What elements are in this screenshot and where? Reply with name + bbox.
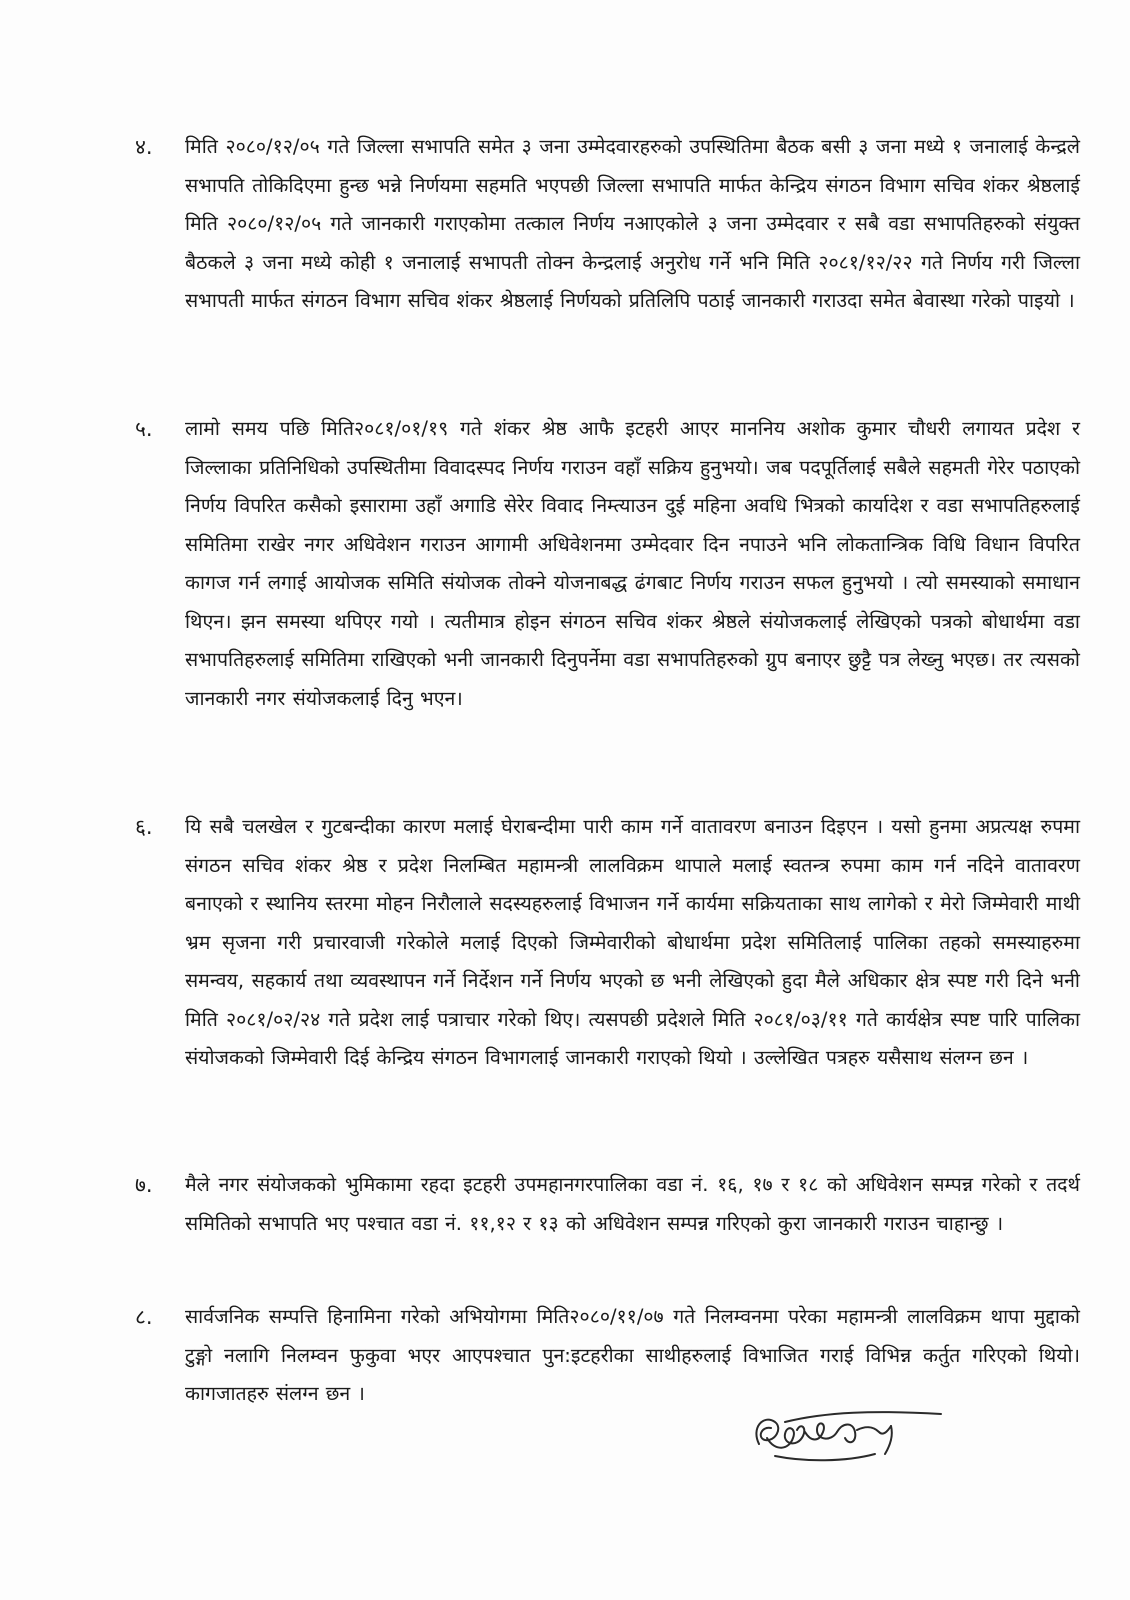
clause-number: ८. [135,1305,153,1329]
clause-text: सार्वजनिक सम्पत्ति हिनामिना गरेको अभियोगमा मिति२०८०/११/०७ गते निलम्वनमा परेका महामन्त्री लालविक्रम थापा मुद्दाको टुङ्गो नलागि निलम्वन फुकुवा भएर आएपश्चात पुन:इटहरीका साथीहरुलाई विभाजित गराई विभिन्न कर्तुत गरिएको थियो। कागजातहरु संलग्न छन । [185,1305,1080,1405]
clause-number: ७. [135,1173,153,1197]
clause-number: ४. [135,135,153,159]
clause-text: लामो समय पछि मिति२०८१/०१/१९ गते शंकर श्रेष्ठ आफै इटहरी आएर माननिय अशोक कुमार चौधरी लगायत प्रदेश र जिल्लाका प्रतिनिधिको उपस्थितीमा विवादस्पद निर्णय गराउन वहाँ सक्रिय हुनुभयो। जब पदपूर्तिलाई सबैले सहमती गेरेर पठाएको निर्णय विपरित कसैको इसारामा उहाँ अगाडि सेरेर विवाद निम्त्याउन दुई महिना अवधि भित्रको कार्यादेश र वडा सभापतिहरुलाई समितिमा राखेर नगर अधिवेशन गराउन आगामी अधिवेशनमा उम्मेदवार दिन नपाउने भनि लोकतान्त्रिक विधि विधान विपरित कागज गर्न लगाई आयोजक समिति संयोजक तोक्ने योजनाबद्ध ढंगबाट निर्णय गराउन सफल हुनुभयो । त्यो समस्याको समाधान थिएन। झन समस्या थपिएर गयो । त्यतीमात्र होइन संगठन सचिव शंकर श्रेष्ठले संयोजकलाई लेखिएको पत्रको बोधार्थमा वडा सभापतिहरुलाई समितिमा राखिएको भनी जानकारी दिनुपर्नेमा वडा सभापतिहरुको ग्रुप बनाएर छुट्टै पत्र लेख्नु भएछ। तर त्यसको जानकारी नगर संयोजकलाई दिनु भएन। [185,417,1080,710]
clause-text: यि सबै चलखेल र गुटबन्दीका कारण मलाई घेराबन्दीमा पारी काम गर्ने वातावरण बनाउन दिइएन । यसो हुनमा अप्रत्यक्ष रुपमा संगठन सचिव शंकर श्रेष्ठ र प्रदेश निलम्बित महामन्त्री लालविक्रम थापाले मलाई स्वतन्त्र रुपमा काम गर्न नदिने वातावरण बनाएको र स्थानिय स्तरमा मोहन निरौलाले सदस्यहरुलाई विभाजन गर्ने कार्यमा सक्रियताका साथ लागेको र मेरो जिम्मेवारी माथी भ्रम सृजना गरी प्रचारवाजी गरेकोले मलाई दिएको जिम्मेवारीको बोधार्थमा प्रदेश समितिलाई पालिका तहको समस्याहरुमा समन्वय, सहकार्य तथा व्यवस्थापन गर्ने निर्देशन गर्ने निर्णय भएको छ भनी लेखिएको हुदा मैले अधिकार क्षेत्र स्पष्ट गरी दिने भनी मिति २०८१/०२/२४ गते प्रदेश लाई पत्राचार गरेको थिए। त्यसपछी प्रदेशले मिति २०८१/०३/११ गते कार्यक्षेत्र स्पष्ट पारि पालिका संयोजकको जिम्मेवारी दिई केन्द्रिय संगठन विभागलाई जानकारी गराएको थियो । उल्लेखित पत्रहरु यसैसाथ संलग्न छन । [185,815,1080,1069]
clause-text: मैले नगर संयोजकको भुमिकामा रहदा इटहरी उपमहानगरपालिका वडा नं. १६, १७ र १८ को अधिवेशन सम्पन्न गरेको र तदर्थ समितिको सभापति भए पश्चात वडा नं. ११,१२ र १३ को अधिवेशन सम्पन्न गरिएको कुरा जानकारी गराउन चाहान्छु । [185,1173,1080,1235]
clause-number: ६. [135,815,153,839]
handwritten-signature [745,1392,945,1472]
clause-number: ५. [135,417,153,441]
clause-text: मिति २०८०/१२/०५ गते जिल्ला सभापति समेत ३ जना उम्मेदवारहरुको उपस्थितिमा बैठक बसी ३ जना मध्ये १ जनालाई केन्द्रले सभापति तोकिदिएमा हुन्छ भन्ने निर्णयमा सहमति भएपछी जिल्ला सभापति मार्फत केन्द्रिय संगठन विभाग सचिव शंकर श्रेष्ठलाई मिति २०८०/१२/०५ गते जानकारी गराएकोमा तत्काल निर्णय नआएकोले ३ जना उम्मेदवार र सबै वडा सभापतिहरुको संयुक्त बैठकले ३ जना मध्ये कोही १ जनालाई सभापती तोक्न केन्द्रलाई अनुरोध गर्ने भनि मिति २०८१/१२/२२ गते निर्णय गरी जिल्ला सभापती मार्फत संगठन विभाग सचिव शंकर श्रेष्ठलाई निर्णयको प्रतिलिपि पठाई जानकारी गराउदा समेत बेवास्था गरेको पाइयो । [185,135,1080,312]
